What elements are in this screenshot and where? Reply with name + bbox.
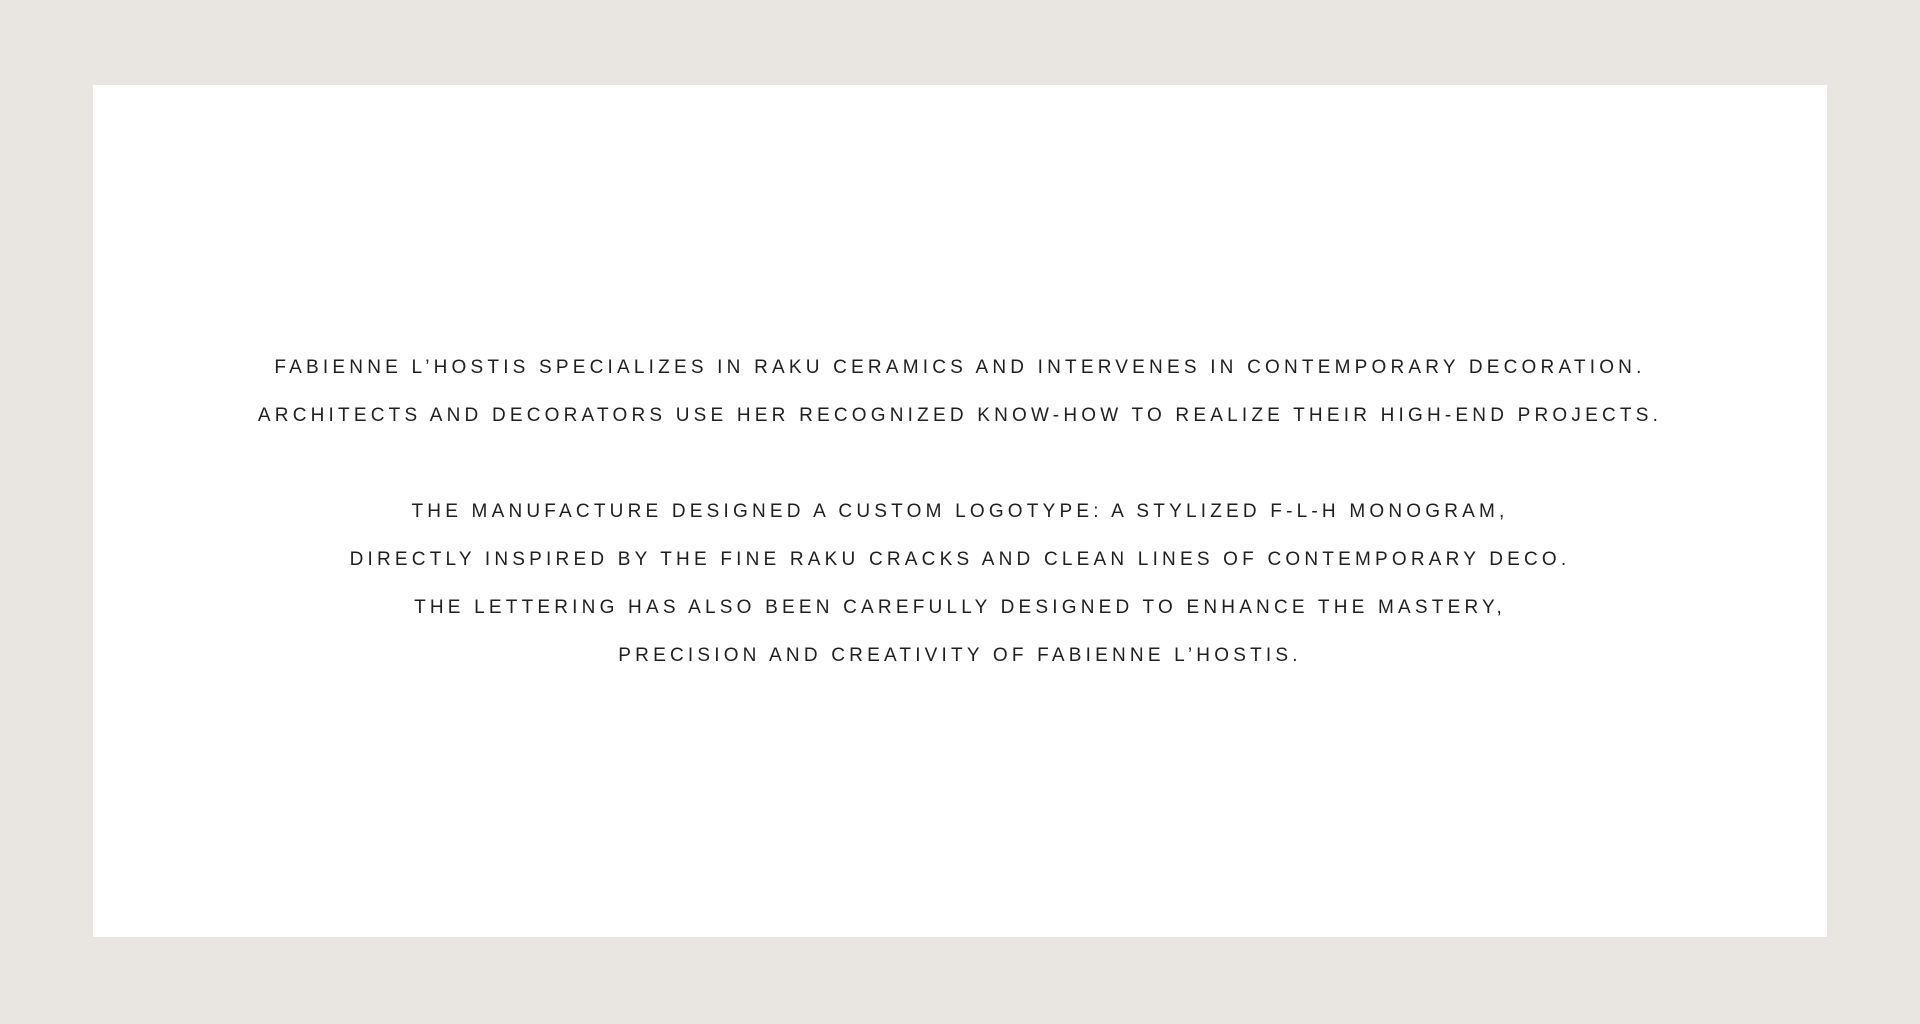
paragraph-artist: [93, 344, 1827, 440]
text-line: THE MANUFACTURE DESIGNED A CUSTOM LOGOTYPE: A STYLIZED F-L-H MONOGRAM,: [411, 501, 1509, 522]
text-line: FABIENNE L’HOSTIS SPECIALIZES IN RAKU CERAMICS AND INTERVENES IN CONTEMPORARY DECORATION.: [274, 357, 1646, 378]
text-line: THE LETTERING HAS ALSO BEEN CAREFULLY DESIGNED TO ENHANCE THE MASTERY,: [414, 597, 1506, 618]
text-line: DIRECTLY INSPIRED BY THE FINE RAKU CRACKS AND CLEAN LINES OF CONTEMPORARY DECO.: [349, 549, 1571, 570]
paragraph-logotype: [93, 488, 1827, 680]
text-line: ARCHITECTS AND DECORATORS USE HER RECOGNIZED KNOW-HOW TO REALIZE THEIR HIGH-END PROJECTS.: [257, 405, 1663, 426]
intro-text-block: [93, 85, 1827, 680]
text-line: PRECISION AND CREATIVITY OF FABIENNE L’HOSTIS.: [618, 645, 1302, 666]
content-card: [93, 85, 1827, 937]
